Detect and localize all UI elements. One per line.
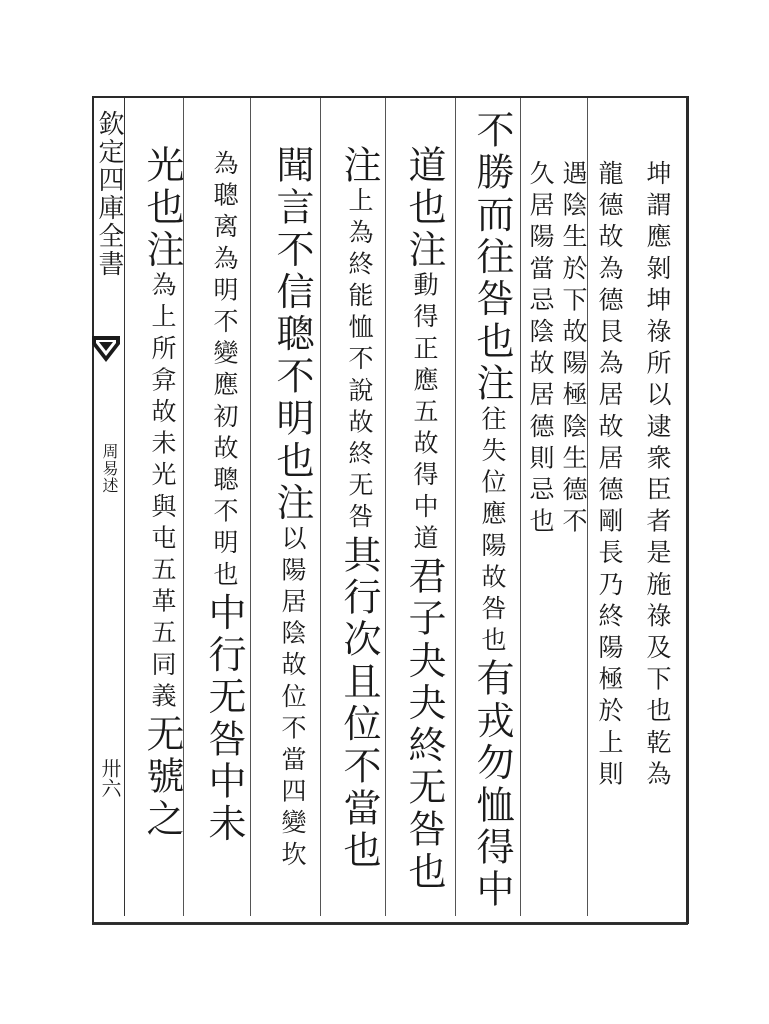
commentary-text: 往失位應陽故咎也 bbox=[478, 405, 507, 659]
section-title: 周易述 bbox=[100, 443, 119, 494]
main-text: 其行次且位不當也 bbox=[337, 534, 381, 873]
main-text: 中行无咎中未 bbox=[202, 592, 246, 846]
main-text: 光也注 bbox=[140, 145, 184, 272]
text-column-8 bbox=[265, 145, 320, 872]
bottom-rule bbox=[92, 922, 688, 925]
text-column-4: 久居陽當忌陰故居德則忌也 bbox=[526, 160, 555, 540]
main-text: 不勝而往咎也注 bbox=[470, 110, 514, 406]
text-column-10 bbox=[135, 145, 190, 841]
column-rule bbox=[320, 98, 321, 916]
text-column-1: 坤謂應剝坤祿所以逮衆臣者是施祿及下也乾為 bbox=[643, 160, 672, 792]
book-title: 欽定四庫全書 bbox=[94, 110, 124, 278]
text-column-2: 龍德故為德艮為居故居德剛長乃終陽極於上則 bbox=[595, 160, 624, 792]
main-text: 君子夬夬終无咎也 bbox=[402, 556, 446, 894]
text-column-9 bbox=[197, 150, 252, 846]
column-rule bbox=[455, 98, 456, 916]
text-column-7 bbox=[332, 145, 387, 872]
commentary-text: 為上所弇故未光與屯五革五同義 bbox=[148, 271, 177, 715]
main-text: 聞言不信聰不明也注 bbox=[270, 145, 314, 525]
commentary-text: 為聰离為明不變應初故聰不明也 bbox=[210, 150, 239, 593]
commentary-text: 動得正應五故得中道 bbox=[410, 271, 439, 557]
text-column-5 bbox=[465, 110, 520, 911]
text-column-3: 遇陰生於下故陽極陰生德不 bbox=[559, 160, 588, 540]
margin-strip bbox=[92, 98, 124, 916]
page-number: 卅六 bbox=[98, 758, 122, 798]
text-column-6 bbox=[397, 145, 452, 894]
main-text: 道也注 bbox=[402, 145, 446, 272]
main-text: 无號之 bbox=[140, 714, 184, 841]
fishtail-mark-icon bbox=[92, 336, 120, 362]
main-text: 有戎勿恤得中 bbox=[470, 658, 514, 912]
commentary-text: 上為終能恤不說故終无咎 bbox=[345, 187, 374, 535]
column-rule bbox=[520, 98, 521, 916]
main-text: 注 bbox=[337, 145, 381, 188]
commentary-text: 以陽居陰故位不當四變坎 bbox=[278, 524, 307, 873]
